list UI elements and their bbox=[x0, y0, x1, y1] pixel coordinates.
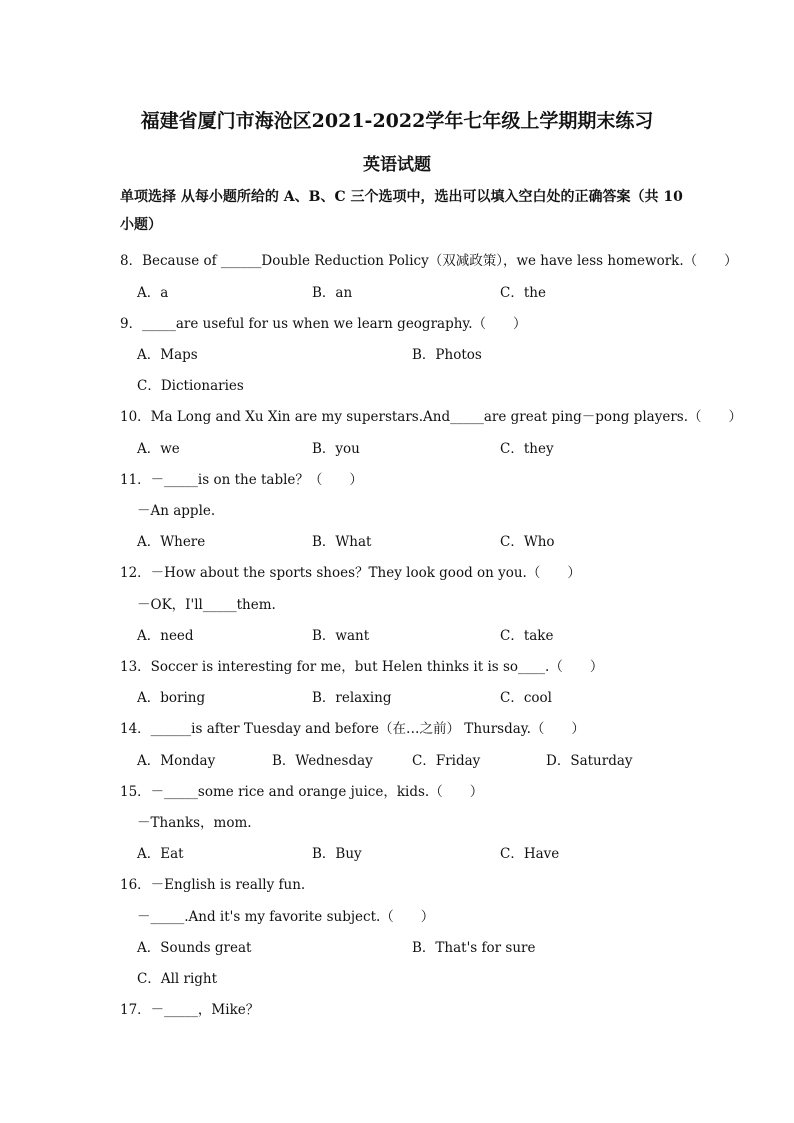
question-14-option-c: C．Friday bbox=[412, 753, 481, 769]
question-10-option-b: B．you bbox=[312, 441, 360, 457]
question-16-dialog: －_____.And it's my favorite subject.（ ） bbox=[137, 909, 435, 925]
question-12-dialog: －OK，I'll_____them. bbox=[137, 597, 276, 613]
question-10-option-a: A．we bbox=[137, 441, 180, 457]
question-8-stem: 8．Because of ______Double Reduction Policy（双减政策），we have less homework.（ ） bbox=[120, 253, 738, 269]
question-8-option-c: C．the bbox=[500, 285, 546, 301]
question-10-stem: 10．Ma Long and Xu Xin are my superstars.And_____are great ping－pong players.（ ） bbox=[120, 409, 742, 425]
question-12-stem: 12．－How about the sports shoes？They look good on you.（ ） bbox=[120, 565, 581, 581]
question-11-dialog: －An apple. bbox=[137, 503, 216, 519]
question-14-option-d: D．Saturday bbox=[546, 753, 633, 769]
question-9-option-b: B．Photos bbox=[412, 347, 482, 363]
question-13-option-a: A．boring bbox=[137, 690, 206, 706]
question-11-option-a: A．Where bbox=[137, 534, 206, 550]
question-15-stem: 15．－_____some rice and orange juice，kids.（ ） bbox=[120, 784, 484, 800]
question-15-option-b: B．Buy bbox=[312, 846, 362, 862]
question-14-option-a: A．Monday bbox=[137, 753, 216, 769]
question-11-option-b: B．What bbox=[312, 534, 372, 550]
question-13-option-b: B．relaxing bbox=[312, 690, 392, 706]
document-title: 福建省厦门市海沧区2021-2022学年七年级上学期期末练习 bbox=[140, 110, 654, 132]
question-11-option-c: C．Who bbox=[500, 534, 555, 550]
question-12-option-b: B．want bbox=[312, 628, 370, 644]
question-12-option-c: C．take bbox=[500, 628, 554, 644]
question-13-option-c: C．cool bbox=[500, 690, 552, 706]
question-17-stem: 17．－_____，Mike？ bbox=[120, 1002, 260, 1018]
document-subtitle: 英语试题 bbox=[363, 155, 431, 175]
question-8-option-b: B．an bbox=[312, 285, 353, 301]
question-8-option-a: A．a bbox=[137, 285, 169, 301]
question-9-option-a: A．Maps bbox=[137, 347, 198, 363]
question-11-stem: 11．－_____is on the table？（ ） bbox=[120, 472, 363, 488]
question-9-option-c: C．Dictionaries bbox=[137, 378, 244, 394]
question-15-option-a: A．Eat bbox=[137, 846, 184, 862]
section-instructions: 单项选择 从每小题所给的 A、B、C 三个选项中，选出可以填入空白处的正确答案（共 10 小题） bbox=[120, 189, 683, 233]
question-14-option-b: B．Wednesday bbox=[272, 753, 373, 769]
question-15-dialog: －Thanks，mom. bbox=[137, 815, 252, 831]
question-15-option-c: C．Have bbox=[500, 846, 560, 862]
question-13-stem: 13．Soccer is interesting for me，but Helen thinks it is so____.（ ） bbox=[120, 659, 604, 675]
question-16-stem: 16．－English is really fun. bbox=[120, 877, 306, 893]
question-16-option-a: A．Sounds great bbox=[137, 940, 252, 956]
question-14-stem: 14．______is after Tuesday and before（在…之前） Thursday.（ ） bbox=[120, 721, 585, 737]
question-12-option-a: A．need bbox=[137, 628, 194, 644]
question-16-option-c: C．All right bbox=[137, 971, 218, 987]
question-16-option-b: B．That's for sure bbox=[412, 940, 536, 956]
question-10-option-c: C．they bbox=[500, 441, 554, 457]
question-9-stem: 9．_____are useful for us when we learn geography.（ ） bbox=[120, 316, 527, 332]
